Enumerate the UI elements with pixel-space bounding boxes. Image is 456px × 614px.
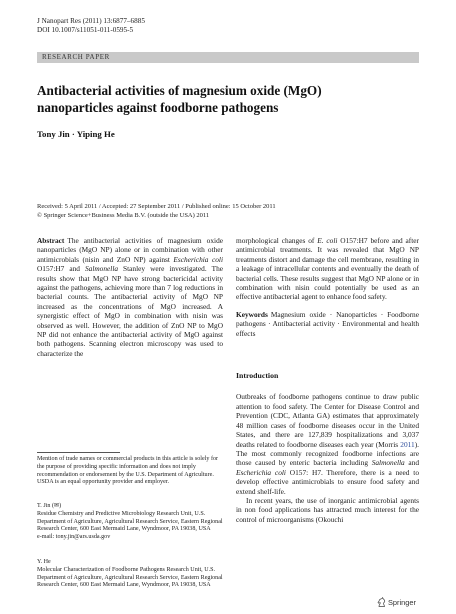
publication-dates xyxy=(37,203,417,220)
organism-name: Escherichia coli xyxy=(236,467,286,477)
abstract-text: O157:H7 before and after antimicrobial treatments. It was revealed that MgO NP treatments distort and damage the cell membrane, resulting in a leakage of intracellular contents and eventually the death of bacterial cells. These results suggest that MgO NP alone or in combination with nisin could potentially be used as an effective antibacterial agent to enhance food safety. xyxy=(236,236,420,302)
abstract-continued xyxy=(236,236,419,302)
keywords-text: Magnesium oxide · Nanoparticles · Foodborne pathogens · Antibacterial activity · Environmental and health effects xyxy=(236,309,419,338)
author-list: Tony Jin · Yiping He xyxy=(37,129,115,139)
organism-name: E. coli xyxy=(317,236,338,245)
body-text: O157: H7. Therefore, there is a need to develop effective antimicrobials to ensure food safety and extend shelf-life. xyxy=(236,467,419,496)
body-text: ). The most commonly recognized foodborne infections are those caused by enteric bacteria including xyxy=(236,439,419,468)
journal-header xyxy=(37,17,145,35)
article-type-label: RESEARCH PAPER xyxy=(42,53,110,61)
author2-affiliation xyxy=(37,559,223,590)
introduction-paragraph-2: In recent years, the use of inorganic antimicrobial agents in non food applications has attracted much interest for the control of microorganisms (Okouchi xyxy=(236,495,419,524)
body-text: Outbreaks of foodborne pathogens continue to draw public attention to food safety. The Center for Disease Control and Prevention (CDC, Atlanta GA) estimates that approximately 48 million cases of foodborne diseases occur in the United States, and there are 127,839 hospitalizations and 3,037 deaths related to foodborne diseases each year (Morris xyxy=(236,392,419,449)
publisher-name: Springer xyxy=(388,598,416,607)
author2-address: Molecular Characterization of Foodborne Pathogens Research Unit, U.S. Department of Agriculture, Agricultural Research Service, Eastern Regional Research Center, 600 East Mermaid Lane, Wyndmoor, PA 19038, USA xyxy=(37,566,223,589)
abstract-text: Stanley were investigated. The results show that MgO NP have strong bactericidal activity against the pathogens, achieving more than 7 log reductions in bacterial counts. The antibacterial activity of MgO NP increased as the concentrations of MgO increased. A synergistic effect of MgO in combination with nisin was observed as well. However, the addition of ZnO NP to MgO NP did not enhance the antibacterial activity of MgO against both pathogens. Scanning electron microscopy was used to characterize the xyxy=(37,264,223,358)
author1-address: Residue Chemistry and Predictive Microbiology Research Unit, U.S. Department of Agriculture, Agricultural Research Service, Eastern Regional Research Center, 600 East Mermaid Lane, Wyndmoor, PA 19038, USA xyxy=(37,510,223,533)
article-title: Antibacterial activities of magnesium oxide (MgO) nanoparticles against foodborne pathogens xyxy=(37,83,322,115)
springer-chess-knight-icon xyxy=(377,598,388,607)
copyright-line: © Springer Science+Business Media B.V. (outside the USA) 2011 xyxy=(37,211,210,219)
article-type-banner xyxy=(37,52,419,63)
body-text: and xyxy=(404,458,419,468)
keywords xyxy=(236,310,419,338)
organism-name: Salmonella xyxy=(371,458,405,468)
introduction-paragraph-1 xyxy=(236,392,419,495)
publisher-logo xyxy=(377,597,416,607)
organism-name: Escherichia coli xyxy=(173,254,223,264)
author1-affiliation xyxy=(37,503,223,542)
keywords-label: Keywords xyxy=(236,309,268,319)
journal-citation: J Nanopart Res (2011) 13:6877–6885 xyxy=(37,17,145,25)
received-line: Received: 5 April 2011 / Accepted: 27 September 2011 / Published online: 15 October 2011 xyxy=(37,203,276,210)
citation-link[interactable]: 2011 xyxy=(400,439,415,449)
author1-name: T. Jin (✉) xyxy=(37,503,62,509)
abstract-text: morphological changes of xyxy=(236,236,318,245)
disclaimer-footnote: Mention of trade names or commercial products in this article is solely for the purpose of providing specific information and does not imply recommendation or endorsement by the U.S. Department of Agriculture. USDA is an equal opportunity provider and employer. xyxy=(37,456,219,486)
author2-name: Y. He xyxy=(37,559,51,565)
right-column xyxy=(236,236,419,524)
author1-email[interactable]: e-mail: tony.jin@ars.usda.gov xyxy=(37,534,111,541)
doi-line: DOI 10.1007/s11051-011-0595-5 xyxy=(37,26,134,34)
organism-name: Salmonella xyxy=(84,264,119,274)
abstract-text: The antibacterial activities of magnesium oxide nanoparticles (MgO NP) alone or in combination with other antimicrobials (nisin and ZnO NP) against xyxy=(37,236,223,264)
left-column xyxy=(37,236,223,358)
abstract-label: Abstract xyxy=(37,236,65,245)
footnote-divider xyxy=(37,452,120,453)
section-heading-introduction: Introduction xyxy=(236,371,279,381)
abstract xyxy=(37,236,223,358)
abstract-text: O157:H7 and xyxy=(37,264,85,274)
